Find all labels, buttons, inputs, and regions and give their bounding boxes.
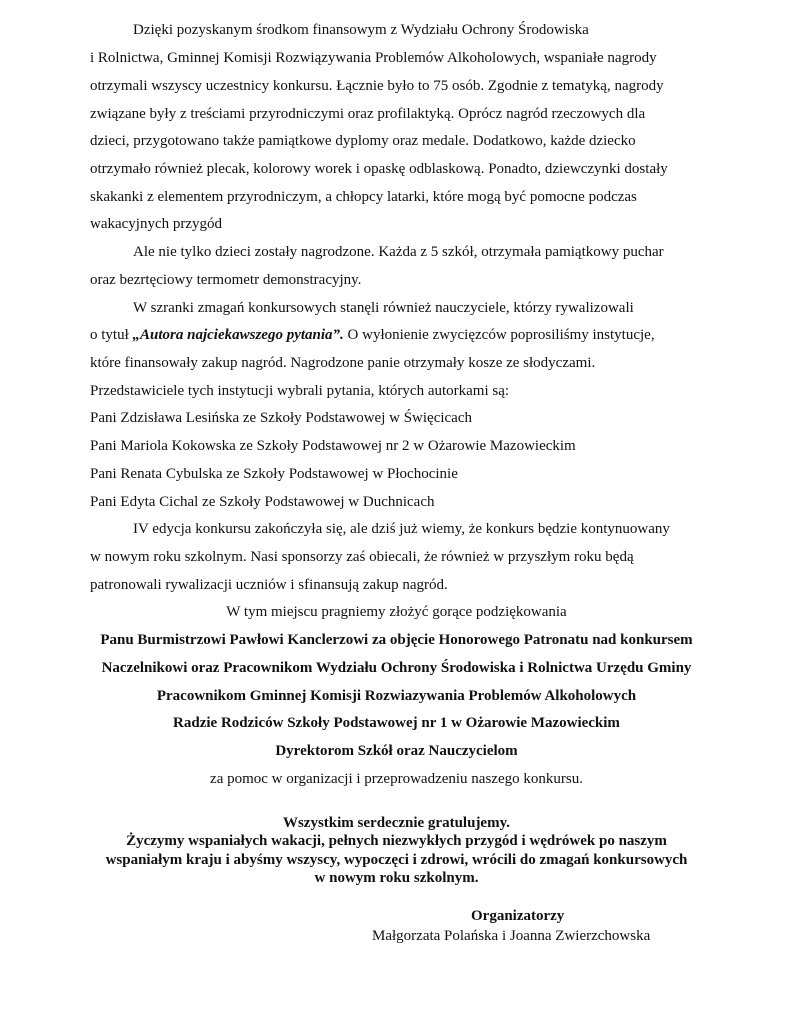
thanks-item: Pracownikom Gminnej Komisji Rozwiazywania Problemów Alkoholowych bbox=[156, 688, 637, 704]
paragraph-1-line-1: Dzięki pozyskanym środkom finansowym z Wydziału Ochrony Środowiska bbox=[133, 22, 589, 38]
paragraph-1-line-7: skakanki z elementem przyrodniczym, a chłopcy latarki, które mogą być pomocne podczas bbox=[90, 189, 637, 205]
thanks-item: Panu Burmistrzowi Pawłowi Kanclerzowi za objęcie Honorowego Patronatu nad konkursem bbox=[100, 632, 693, 648]
paragraph-1-line-8: wakacyjnych przygód bbox=[90, 216, 223, 232]
paragraph-3-line-1: W szranki zmagań konkursowych stanęli również nauczyciele, którzy rywalizowali bbox=[133, 300, 634, 316]
paragraph-3-line-2 bbox=[90, 325, 655, 345]
paragraph-1-line-2: i Rolnictwa, Gminnej Komisji Rozwiązywania Problemów Alkoholowych, wspaniałe nagrody bbox=[90, 50, 657, 66]
paragraph-3-prefix: o tytuł bbox=[90, 327, 133, 343]
wishes-line: w nowym roku szkolnym. bbox=[314, 870, 479, 886]
thanks-item: Radzie Rodziców Szkoły Podstawowej nr 1 w Ożarowie Mazowieckim bbox=[173, 715, 620, 731]
winner-item: Pani Edyta Cichal ze Szkoły Podstawowej w Duchnicach bbox=[90, 494, 435, 510]
paragraph-2-line-2: oraz bezrtęciowy termometr demonstracyjny. bbox=[90, 272, 362, 288]
paragraph-3-line-4: Przedstawiciele tych instytucji wybrali pytania, których autorkami są: bbox=[90, 383, 510, 399]
signature-names: Małgorzata Polańska i Joanna Zwierzchowska bbox=[372, 928, 651, 944]
paragraph-3-suffix: O wyłonienie zwycięzców poprosiliśmy instytucje, bbox=[343, 327, 655, 343]
paragraph-4-line-1: IV edycja konkursu zakończyła się, ale dziś już wiemy, że konkurs będzie kontynuowany bbox=[133, 521, 670, 537]
winner-item: Pani Renata Cybulska ze Szkoły Podstawowej w Płochocinie bbox=[90, 466, 458, 482]
winner-item: Pani Zdzisława Lesińska ze Szkoły Podstawowej w Święcicach bbox=[90, 410, 472, 426]
paragraph-1-line-3: otrzymali wszyscy uczestnicy konkursu. Łącznie było to 75 osób. Zgodnie z tematyką, nagrody bbox=[90, 78, 664, 94]
paragraph-2-line-1: Ale nie tylko dzieci zostały nagrodzone. Każda z 5 szkół, otrzymała pamiątkowy puchar bbox=[133, 244, 664, 260]
thanks-intro: W tym miejscu pragniemy złożyć gorące podziękowania bbox=[226, 604, 567, 620]
wishes-line: Życzymy wspaniałych wakacji, pełnych niezwykłych przygód i wędrówek po naszym bbox=[126, 833, 667, 849]
thanks-item: Dyrektorom Szkół oraz Nauczycielom bbox=[275, 743, 518, 759]
paragraph-4-line-3: patronowali rywalizacji uczniów i sfinansują zakup nagród. bbox=[90, 577, 448, 593]
thanks-outro: za pomoc w organizacji i przeprowadzeniu naszego konkursu. bbox=[210, 771, 583, 787]
contest-title: „Autora najciekawszego pytania”. bbox=[132, 327, 344, 343]
paragraph-3-line-3: które finansowały zakup nagród. Nagrodzone panie otrzymały kosze ze słodyczami. bbox=[90, 355, 596, 371]
paragraph-1-line-4: związane były z treściami przyrodniczymi oraz profilaktyką. Oprócz nagród rzeczowych dla bbox=[90, 106, 646, 122]
congratulations: Wszystkim serdecznie gratulujemy. bbox=[282, 815, 511, 831]
winner-item: Pani Mariola Kokowska ze Szkoły Podstawowej nr 2 w Ożarowie Mazowieckim bbox=[90, 438, 576, 454]
paragraph-1-line-6: otrzymało również plecak, kolorowy worek i opaskę odblaskową. Ponadto, dziewczynki dostały bbox=[90, 161, 668, 177]
thanks-item: Naczelnikowi oraz Pracownikom Wydziału Ochrony Środowiska i Rolnictwa Urzędu Gminy bbox=[101, 660, 692, 676]
wishes-line: wspaniałym kraju i abyśmy wszyscy, wypoczęci i zdrowi, wrócili do zmagań konkursowych bbox=[105, 852, 688, 868]
signature-label: Organizatorzy bbox=[471, 908, 565, 924]
paragraph-1-line-5: dzieci, przygotowano także pamiątkowe dyplomy oraz medale. Dodatkowo, każde dziecko bbox=[90, 133, 636, 149]
paragraph-4-line-2: w nowym roku szkolnym. Nasi sponsorzy zaś obiecali, że również w przyszłym roku będą bbox=[90, 549, 634, 565]
